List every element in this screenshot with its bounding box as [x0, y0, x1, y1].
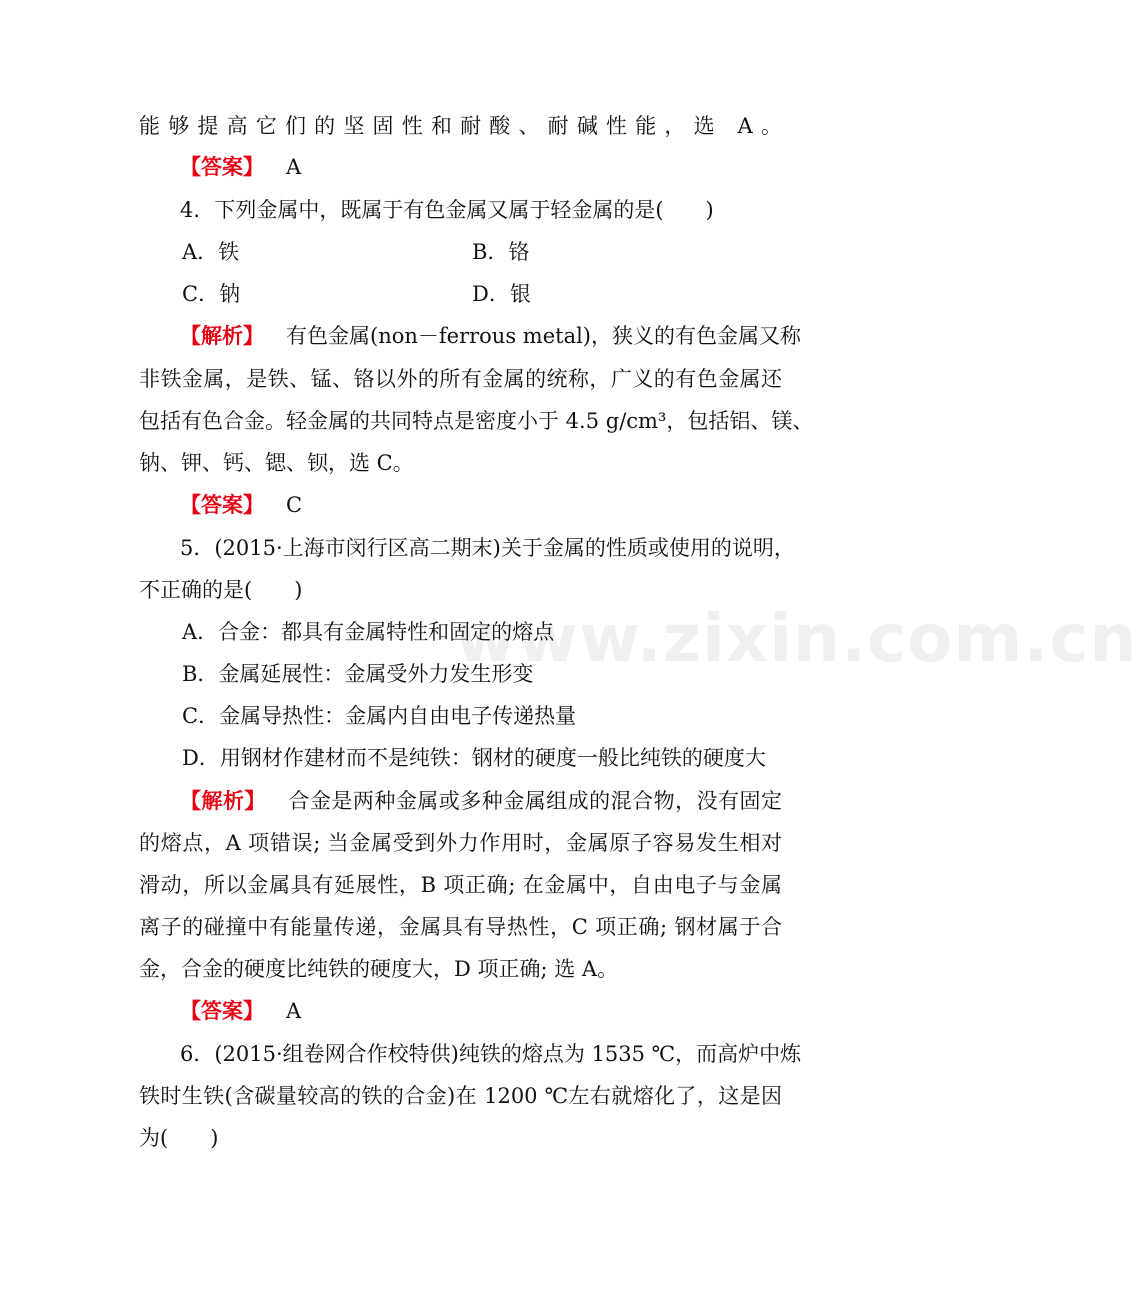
answer-tag: 【答案】 [180, 492, 264, 517]
q4-analysis-line: 钠、钾、钙、锶、钡，选 C。 [139, 451, 414, 475]
answer-value: C [286, 493, 303, 517]
q4-analysis-line: 非铁金属，是铁、锰、铬以外的所有金属的统称，广义的有色金属还 [139, 367, 782, 391]
q5-analysis-line: 金，合金的硬度比纯铁的硬度大，D 项正确; 选 A。 [139, 957, 619, 981]
q4-option-d: D．银 [472, 282, 531, 306]
q5-analysis-line: 离子的碰撞中有能量传递，金属具有导热性，C 项正确; 钢材属于合 [139, 915, 782, 939]
analysis-tag: 【解析】 [180, 323, 264, 348]
analysis-text: 有色金属(non－ferrous metal)，狭义的有色金属又称 [286, 324, 801, 348]
analysis-tag: 【解析】 [180, 788, 266, 813]
watermark: www.zixin.com.cn [455, 600, 1137, 677]
q5-option-a: A．合金：都具有金属特性和固定的熔点 [182, 620, 555, 644]
answer-tag: 【答案】 [180, 998, 264, 1023]
q4-option-b: B．铬 [472, 240, 530, 264]
q4-analysis-line: 包括有色合金。轻金属的共同特点是密度小于 4.5 g/cm³，包括铝、镁、 [139, 409, 814, 433]
q5-option-d: D．用钢材作建材而不是纯铁：钢材的硬度一般比纯铁的硬度大 [182, 746, 766, 770]
q6-stem-line: 为( ) [139, 1126, 219, 1150]
q4-analysis-line [180, 322, 801, 350]
q5-option-b: B．金属延展性：金属受外力发生形变 [182, 662, 534, 686]
q5-stem-line: 5．(2015·上海市闵行区高二期末)关于金属的性质或使用的说明， [180, 536, 795, 560]
answer-value: A [286, 999, 302, 1023]
q3-answer [180, 153, 301, 181]
analysis-text: 合金是两种金属或多种金属组成的混合物，没有固定 [287, 789, 783, 813]
q5-option-c: C．金属导热性：金属内自由电子传递热量 [182, 704, 577, 728]
q6-stem-line: 6．(2015·组卷网合作校特供)纯铁的熔点为 1535 ℃，而高炉中炼 [180, 1042, 802, 1066]
q5-analysis-line: 的熔点，A 项错误; 当金属受到外力作用时，金属原子容易发生相对 [139, 831, 782, 855]
q5-analysis-line: 滑动，所以金属具有延展性，B 项正确; 在金属中，自由电子与金属 [139, 873, 782, 897]
q5-answer [180, 997, 301, 1025]
q4-answer [180, 491, 302, 519]
answer-value: A [286, 155, 302, 179]
q6-stem-line: 铁时生铁(含碳量较高的铁的合金)在 1200 ℃左右就熔化了，这是因 [139, 1084, 782, 1108]
q4-option-a: A．铁 [182, 240, 240, 264]
q3-text-line: 能够提高它们的坚固性和耐酸、耐碱性能，选 A。 [139, 114, 782, 138]
q4-stem: 4．下列金属中，既属于有色金属又属于轻金属的是( ) [180, 198, 714, 222]
answer-tag: 【答案】 [180, 154, 264, 179]
q4-option-c: C．钠 [182, 282, 241, 306]
q5-analysis-line [180, 787, 782, 815]
q5-stem-line: 不正确的是( ) [139, 578, 303, 602]
